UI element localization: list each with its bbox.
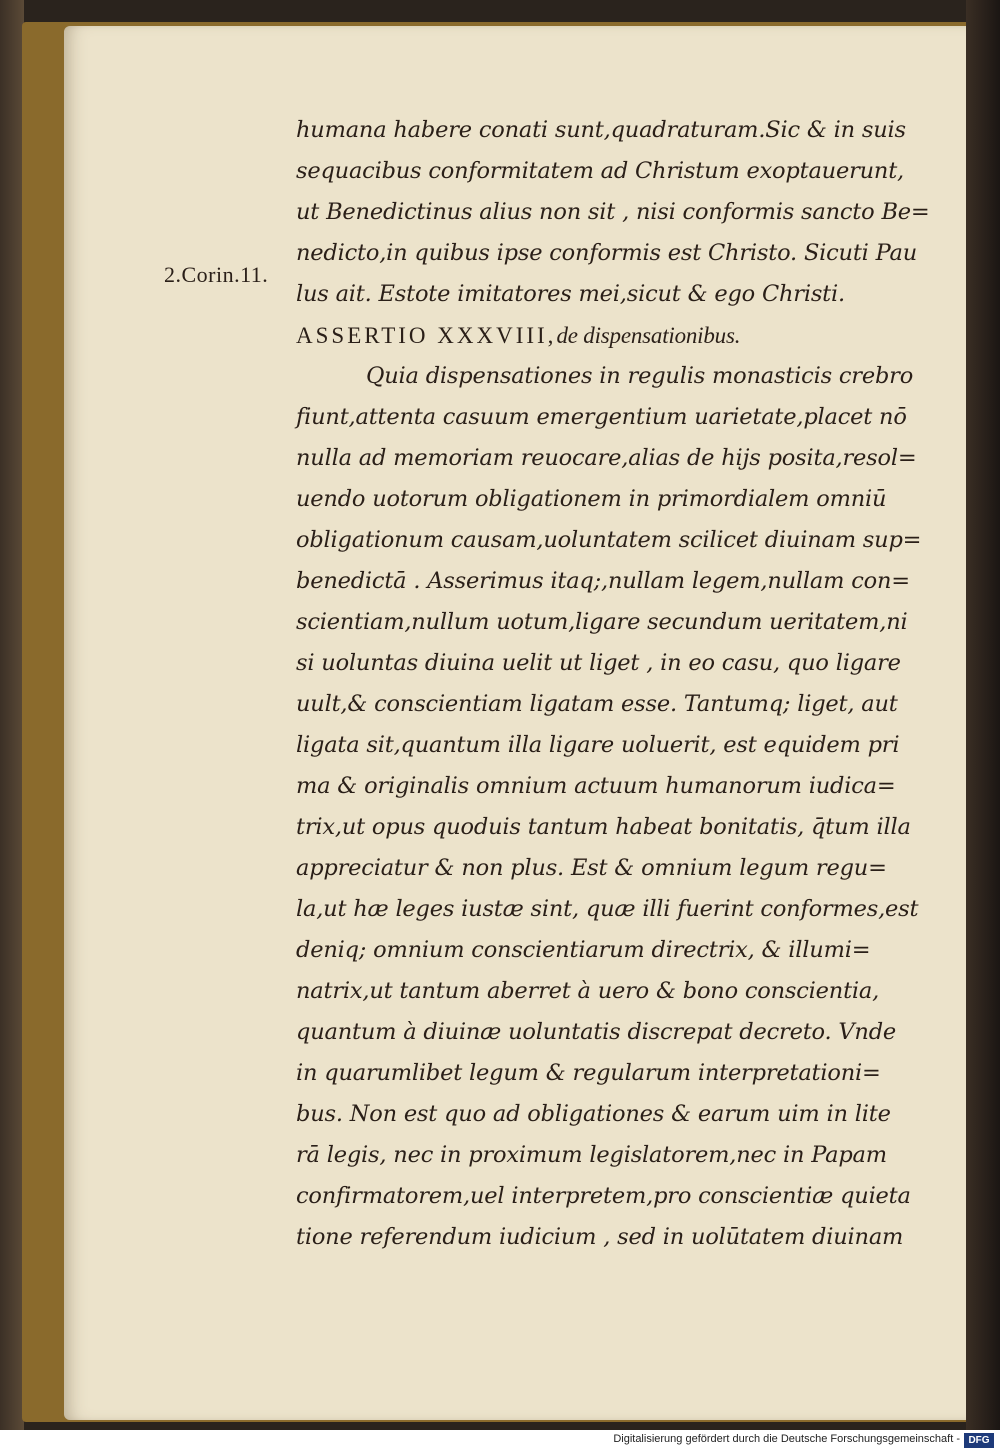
text-line: confirmatorem,uel interpretem,pro conscientiæ quieta (296, 1183, 911, 1209)
text-line: si uoluntas diuina uelit ut liget , in eo casu, quo ligare (296, 650, 901, 676)
text-line: fiunt,attenta casuum emergentium uarietate,placet nō (296, 404, 907, 430)
margin-note: 2.Corin.11. (164, 262, 269, 287)
text-block (296, 110, 946, 1258)
text-line: ut Benedictinus alius non sit , nisi conformis sancto Be= (296, 199, 930, 225)
text-line: benedictā . Asserimus itaq;,nullam legem,nullam con= (296, 568, 910, 594)
text-line: scientiam,nullum uotum,ligare secundum ueritatem,ni (296, 609, 908, 635)
text-line: nulla ad memoriam reuocare,alias de hijs posita,resol= (296, 445, 917, 471)
text-line: uendo uotorum obligationem in primordialem omniū (296, 486, 887, 512)
text-line: tione referendum iudicium , sed in uolūtatem diuinam (296, 1224, 904, 1250)
dfg-logo: DFG (964, 1433, 994, 1448)
text-line: rā legis, nec in proximum legislatorem,nec in Papam (296, 1142, 887, 1168)
text-line: Quia dispensationes in regulis monasticis crebro (366, 363, 914, 389)
binding-strip (0, 0, 24, 1430)
heading-tail: de dispensationibus. (556, 323, 741, 348)
section-heading (296, 315, 946, 356)
text-line: bus. Non est quo ad obligationes & earum uim in lite (296, 1101, 891, 1127)
heading-prefix: ASSERTIO XXXVIII, (296, 323, 557, 348)
text-line: appreciatur & non plus. Est & omnium legum regu= (296, 855, 887, 881)
text-line: in quarumlibet legum & regularum interpretationi= (296, 1060, 881, 1086)
text-line: ma & originalis omnium actuum humanorum iudica= (296, 773, 896, 799)
text-line: nedicto,in quibus ipse conformis est Christo. Sicuti Pau (296, 240, 918, 266)
page-edge (966, 0, 1000, 1430)
text-line: sequacibus conformitatem ad Christum exoptauerunt, (296, 158, 905, 184)
text-line: uult,& conscientiam ligatam esse. Tantumq; liget, aut (296, 691, 898, 717)
text-line: quantum à diuinæ uoluntatis discrepat decreto. Vnde (296, 1019, 897, 1045)
text-line: ligata sit,quantum illa ligare uoluerit, est equidem pri (296, 732, 900, 758)
text-line: humana habere conati sunt,quadraturam.Sic & in suis (296, 117, 906, 143)
footer-credit: Digitalisierung gefördert durch die Deutsche Forschungsgemeinschaft - (613, 1433, 960, 1445)
text-line: la,ut hæ leges iustæ sint, quæ illi fuerint conformes,est (296, 896, 919, 922)
text-line: lus ait. Estote imitatores mei,sicut & ego Christi. (296, 281, 845, 307)
text-line: deniq; omnium conscientiarum directrix, & illumi= (296, 937, 871, 963)
text-line: obligationum causam,uoluntatem scilicet diuinam sup= (296, 527, 922, 553)
text-line: natrix,ut tantum aberret à uero & bono conscientia, (296, 978, 880, 1004)
text-line: trix,ut opus quoduis tantum habeat bonitatis, q̄tum illa (296, 814, 911, 840)
